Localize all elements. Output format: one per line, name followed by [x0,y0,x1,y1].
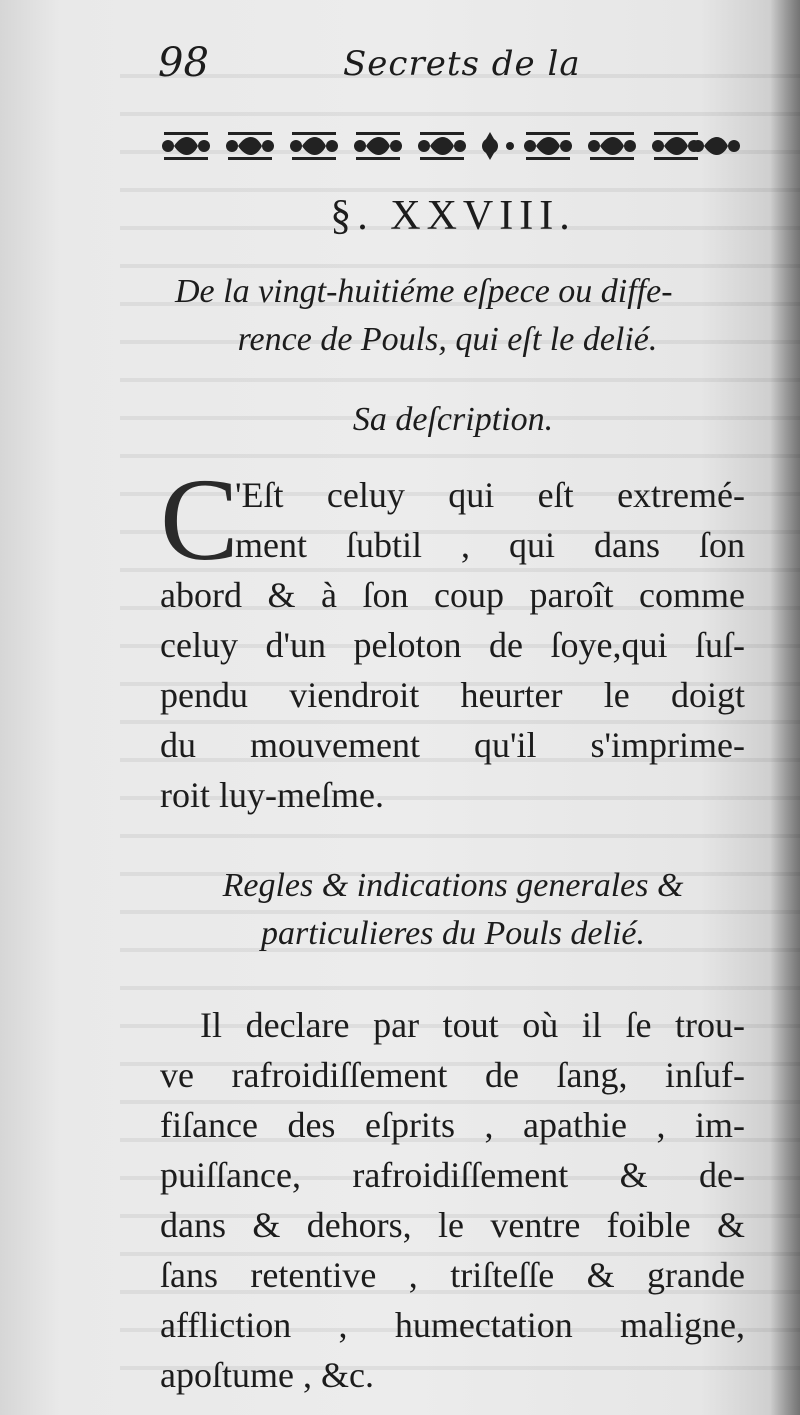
text-line: dans & dehors, le ventre foible & [160,1205,745,1245]
page-header [158,40,748,90]
text-line: ſans retentive , triſteſſe & grande [160,1255,745,1295]
text-line: celuy d'un peloton de ſoye,qui ſuſ- [160,625,745,665]
section-title-line: rence de Pouls, qui eſt le delié. [237,321,658,358]
text-line: 'Eſt celuy qui eſt extremé- [235,475,745,515]
rules-subhead-line: particulieres du Pouls delié. [260,915,645,952]
text-line: fiſance des eſprits , apathie , im- [160,1105,745,1145]
rules-subhead [158,862,748,958]
description-subhead: Sa deſcription. [352,401,554,438]
description-paragraph [160,454,745,820]
text-line: puiſſance, rafroidiſſement & de- [160,1155,745,1195]
text-line: abord & à ſon coup paroît comme [160,575,745,615]
rules-paragraph [160,1000,745,1400]
text-line: affliction , humectation maligne, [160,1305,745,1345]
text-line: ment ſubtil , qui dans ſon [235,525,745,565]
section-title-line: De la vingt-huitiéme eſpece ou diffe- [175,273,673,310]
text-line: apoſtume , &c. [160,1355,374,1395]
drop-cap: C [160,454,239,585]
page-number: 98 [158,40,209,86]
section-number: §. XXVIII. [330,193,576,239]
rules-subhead-line: Regles & indications generales & [222,867,684,904]
text-line: pendu viendroit heurter le doigt [160,675,745,715]
text-line: ve rafroidiſſement de ſang, inſuf- [160,1055,745,1095]
text-line: du mouvement qu'il s'imprime- [160,725,745,765]
page-edge-shadow [770,0,800,1415]
fleuron-row-ornament-icon [160,124,740,168]
text-line: Il declare par tout où il ſe trou- [200,1005,745,1045]
text-line: roit luy-meſme. [160,775,384,815]
running-head: Secrets de la [343,44,581,84]
section-title [175,268,740,364]
